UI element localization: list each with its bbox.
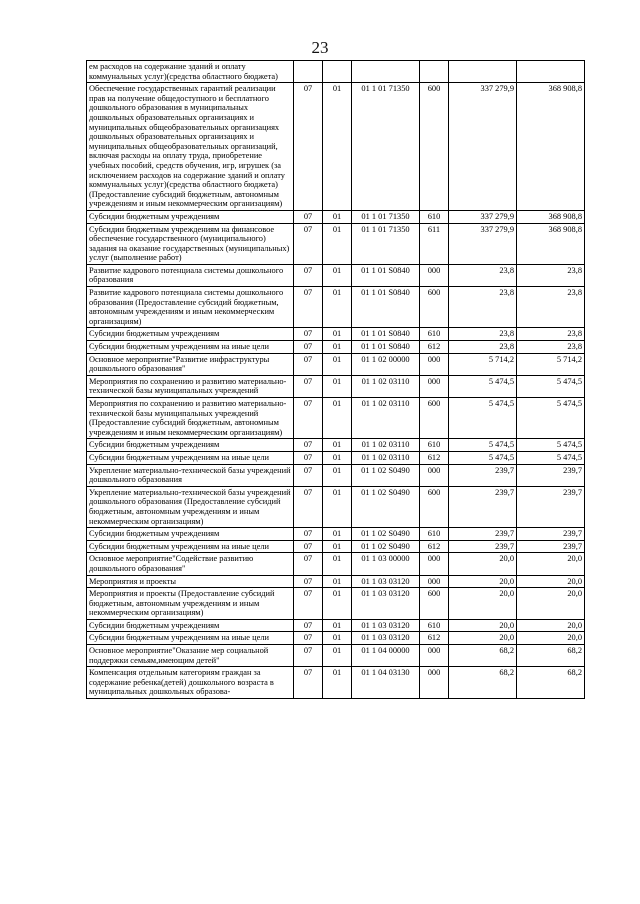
subsection-code: 01 [323,528,352,541]
subsection-code: 01 [323,540,352,553]
row-name: Основное мероприятие"Содействие развитию дошкольного образования" [87,553,294,575]
subsection-code: 01 [323,486,352,527]
expense-type-code: 000 [420,464,449,486]
subsection-code: 01 [323,645,352,667]
target-article-code: 01 1 01 71350 [352,223,420,264]
target-article-code: 01 1 03 03120 [352,575,420,588]
amount-year-1: 23,8 [449,264,517,286]
section-code: 07 [294,83,323,211]
table-row [87,223,585,264]
amount-year-1: 239,7 [449,528,517,541]
expense-type-code: 000 [420,575,449,588]
subsection-code: 01 [323,667,352,699]
subsection-code: 01 [323,328,352,341]
amount-year-2: 20,0 [517,588,585,620]
target-article-code: 01 1 02 S0490 [352,486,420,527]
section-code: 07 [294,341,323,354]
expense-type-code: 000 [420,375,449,397]
section-code: 07 [294,464,323,486]
row-name: Развитие кадрового потенциала системы дошкольного образования (Предоставление субсидий бюджетным, автономным учреждениям и иным некоммерческим организациям) [87,287,294,328]
amount-year-1: 337 279,9 [449,83,517,211]
section-code: 07 [294,375,323,397]
table-row [87,540,585,553]
amount-year-1: 20,0 [449,575,517,588]
amount-year-2: 23,8 [517,341,585,354]
table-row [87,398,585,439]
table-row [87,667,585,699]
section-code: 07 [294,528,323,541]
expense-type-code: 610 [420,328,449,341]
table-row [87,575,585,588]
row-name: Мероприятия по сохранению и развитию материально-технической базы муниципальных учреждений (Предоставление субсидий бюджетным, автономным учреждениям и иным некоммерческим организациям) [87,398,294,439]
page-number: 23 [311,38,329,57]
row-name: Субсидии бюджетным учреждениям на иные цели [87,540,294,553]
amount-year-1: 5 474,5 [449,375,517,397]
expense-type-code: 611 [420,223,449,264]
expense-type-code: 612 [420,540,449,553]
subsection-code: 01 [323,83,352,211]
section-code: 07 [294,667,323,699]
section-code: 07 [294,553,323,575]
expense-type-code: 600 [420,486,449,527]
expense-type-code: 000 [420,667,449,699]
row-name: Мероприятия и проекты (Предоставление субсидий бюджетным, автономным учреждениям и иным некоммерческим организациям) [87,588,294,620]
target-article-code: 01 1 04 00000 [352,645,420,667]
amount-year-1: 23,8 [449,287,517,328]
row-name: Субсидии бюджетным учреждениям [87,328,294,341]
section-code: 07 [294,632,323,645]
table-row [87,328,585,341]
table-row [87,528,585,541]
section-code: 07 [294,223,323,264]
amount-year-2: 239,7 [517,528,585,541]
target-article-code: 01 1 01 S0840 [352,341,420,354]
target-article-code: 01 1 02 03110 [352,439,420,452]
section-code: 07 [294,619,323,632]
table-row [87,61,585,83]
expense-type-code: 612 [420,341,449,354]
amount-year-2: 239,7 [517,464,585,486]
amount-year-2: 368 908,8 [517,83,585,211]
table-row [87,632,585,645]
amount-year-2: 20,0 [517,553,585,575]
table-row [87,645,585,667]
expense-type-code: 600 [420,398,449,439]
section-code: 07 [294,588,323,620]
table-row [87,83,585,211]
expense-type-code: 000 [420,264,449,286]
subsection-code: 01 [323,632,352,645]
amount-year-1: 20,0 [449,619,517,632]
expense-type-code: 600 [420,287,449,328]
amount-year-2: 20,0 [517,575,585,588]
expense-type-code: 610 [420,528,449,541]
amount-year-2: 239,7 [517,540,585,553]
target-article-code: 01 1 01 S0840 [352,264,420,286]
expense-type-code: 610 [420,439,449,452]
row-name: Субсидии бюджетным учреждениям на финансовое обеспечение государственного (муниципального) задания на оказание государственных (муниципальных) услуг (выполнение работ) [87,223,294,264]
subsection-code: 01 [323,451,352,464]
amount-year-1: 23,8 [449,328,517,341]
section-code: 07 [294,645,323,667]
section-code: 07 [294,439,323,452]
expense-type-code: 000 [420,353,449,375]
table-row [87,375,585,397]
target-article-code [352,61,420,83]
row-name: Развитие кадрового потенциала системы дошкольного образования [87,264,294,286]
amount-year-1: 23,8 [449,341,517,354]
row-name: Субсидии бюджетным учреждениям [87,210,294,223]
amount-year-2: 5 474,5 [517,439,585,452]
table-row [87,353,585,375]
row-name: Основное мероприятие"Оказание мер социальной поддержки семьям,имеющим детей" [87,645,294,667]
row-name: ем расходов на содержание зданий и оплату коммунальных услуг)(средства областного бюджета) [87,61,294,83]
subsection-code: 01 [323,341,352,354]
amount-year-1: 20,0 [449,588,517,620]
subsection-code: 01 [323,375,352,397]
subsection-code: 01 [323,553,352,575]
amount-year-2: 239,7 [517,486,585,527]
table-row [87,341,585,354]
table-row [87,486,585,527]
amount-year-2: 23,8 [517,264,585,286]
subsection-code: 01 [323,575,352,588]
section-code: 07 [294,540,323,553]
row-name: Компенсация отдельным категориям граждан за содержание ребенка(детей) дошкольного возраста в муниципальных дошкольных образова- [87,667,294,699]
subsection-code: 01 [323,464,352,486]
subsection-code: 01 [323,264,352,286]
amount-year-1: 239,7 [449,486,517,527]
subsection-code [323,61,352,83]
expense-type-code: 612 [420,632,449,645]
expense-type-code: 612 [420,451,449,464]
table-row [87,439,585,452]
expense-type-code: 000 [420,553,449,575]
subsection-code: 01 [323,439,352,452]
table-row [87,210,585,223]
amount-year-1: 5 474,5 [449,451,517,464]
section-code: 07 [294,353,323,375]
subsection-code: 01 [323,353,352,375]
section-code: 07 [294,398,323,439]
subsection-code: 01 [323,619,352,632]
target-article-code: 01 1 02 00000 [352,353,420,375]
amount-year-1: 5 714,2 [449,353,517,375]
target-article-code: 01 1 02 03110 [352,398,420,439]
target-article-code: 01 1 03 03120 [352,619,420,632]
amount-year-2: 20,0 [517,632,585,645]
expense-type-code: 600 [420,588,449,620]
section-code: 07 [294,451,323,464]
row-name: Субсидии бюджетным учреждениям на иные цели [87,451,294,464]
target-article-code: 01 1 04 03130 [352,667,420,699]
section-code [294,61,323,83]
target-article-code: 01 1 02 03110 [352,451,420,464]
subsection-code: 01 [323,223,352,264]
row-name: Мероприятия и проекты [87,575,294,588]
section-code: 07 [294,486,323,527]
amount-year-2: 368 908,8 [517,210,585,223]
row-name: Укрепление материально-технической базы учреждений дошкольного образования (Предоставление субсидий бюджетным, автономным учреждениям и иным некоммерческим организациям) [87,486,294,527]
row-name: Субсидии бюджетным учреждениям на иные цели [87,341,294,354]
target-article-code: 01 1 02 S0490 [352,528,420,541]
amount-year-1: 239,7 [449,464,517,486]
amount-year-2: 20,0 [517,619,585,632]
amount-year-2: 68,2 [517,645,585,667]
target-article-code: 01 1 03 03120 [352,588,420,620]
target-article-code: 01 1 02 S0490 [352,464,420,486]
amount-year-2 [517,61,585,83]
amount-year-2: 5 474,5 [517,451,585,464]
target-article-code: 01 1 02 03110 [352,375,420,397]
amount-year-1: 239,7 [449,540,517,553]
expense-type-code: 610 [420,210,449,223]
amount-year-2: 23,8 [517,287,585,328]
subsection-code: 01 [323,398,352,439]
amount-year-2: 23,8 [517,328,585,341]
row-name: Субсидии бюджетным учреждениям [87,619,294,632]
amount-year-1: 5 474,5 [449,439,517,452]
target-article-code: 01 1 03 00000 [352,553,420,575]
section-code: 07 [294,328,323,341]
target-article-code: 01 1 01 71350 [352,83,420,211]
row-name: Основное мероприятие"Развитие инфраструктуры дошкольного образования" [87,353,294,375]
amount-year-1: 337 279,9 [449,210,517,223]
section-code: 07 [294,210,323,223]
table-row [87,464,585,486]
target-article-code: 01 1 01 S0840 [352,287,420,328]
row-name: Мероприятия по сохранению и развитию материально-технической базы муниципальных учреждений [87,375,294,397]
row-name: Субсидии бюджетным учреждениям [87,528,294,541]
expense-type-code: 610 [420,619,449,632]
amount-year-2: 5 474,5 [517,398,585,439]
amount-year-2: 368 908,8 [517,223,585,264]
table-row [87,588,585,620]
table-row [87,287,585,328]
table-row [87,619,585,632]
amount-year-1: 20,0 [449,632,517,645]
expense-type-code [420,61,449,83]
amount-year-1: 20,0 [449,553,517,575]
amount-year-1: 68,2 [449,667,517,699]
expense-type-code: 600 [420,83,449,211]
amount-year-2: 5 474,5 [517,375,585,397]
subsection-code: 01 [323,588,352,620]
row-name: Субсидии бюджетным учреждениям [87,439,294,452]
row-name: Укрепление материально-технической базы учреждений дошкольного образования [87,464,294,486]
table-row [87,264,585,286]
section-code: 07 [294,575,323,588]
expense-type-code: 000 [420,645,449,667]
section-code: 07 [294,287,323,328]
row-name: Субсидии бюджетным учреждениям на иные цели [87,632,294,645]
amount-year-1: 68,2 [449,645,517,667]
target-article-code: 01 1 01 71350 [352,210,420,223]
target-article-code: 01 1 01 S0840 [352,328,420,341]
subsection-code: 01 [323,210,352,223]
budget-table [86,60,585,699]
amount-year-2: 68,2 [517,667,585,699]
target-article-code: 01 1 03 03120 [352,632,420,645]
amount-year-1 [449,61,517,83]
amount-year-1: 337 279,9 [449,223,517,264]
subsection-code: 01 [323,287,352,328]
target-article-code: 01 1 02 S0490 [352,540,420,553]
amount-year-1: 5 474,5 [449,398,517,439]
section-code: 07 [294,264,323,286]
row-name: Обеспечение государственных гарантий реализации прав на получение общедоступного и бесплатного дошкольного образования в муниципальных дошкольных образовательных организациях и муниципальных общеобразовательных организациях дошкольных образовательных организациях и муниципальных общеобразовательных организаций, включая расходы на оплату труда, приобретение учебных пособий, средств обучения, игр, игрушек (за исключением расходов на содержание зданий и оплату коммунальных услуг)(средства областного бюджета) (Предоставление субсидий бюджетным, автономным учреждениям и иным некоммерческим организациям) [87,83,294,211]
table-row [87,553,585,575]
amount-year-2: 5 714,2 [517,353,585,375]
table-row [87,451,585,464]
